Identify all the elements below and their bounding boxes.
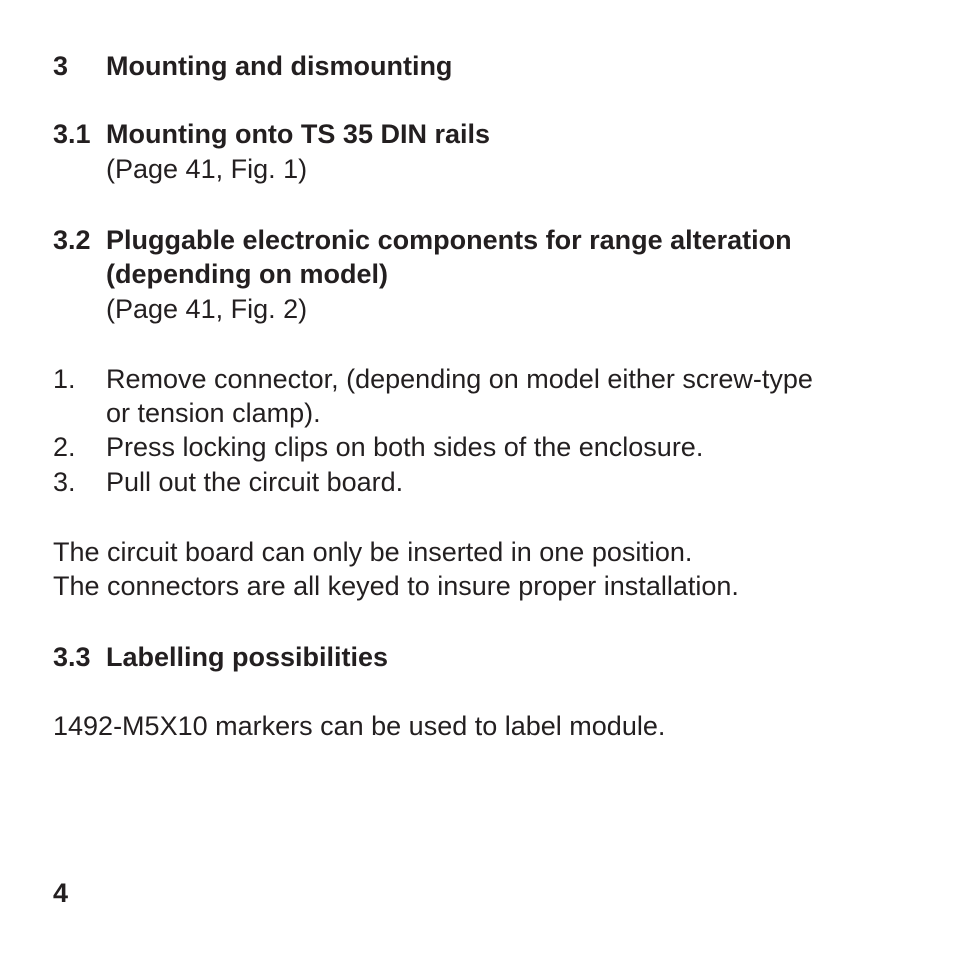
section-number: 3.2 [53,225,91,255]
section-3-2-heading [53,223,792,257]
list-item-number: 3. [53,467,76,497]
note-line-2: The connectors are all keyed to insure proper installation. [53,571,739,601]
list-item-number: 2. [53,432,76,462]
list-item [53,430,703,464]
labelling-paragraph: 1492-M5X10 markers can be used to label module. [53,711,666,741]
list-item-text: Pull out the circuit board. [106,467,404,497]
section-3-heading [53,49,452,83]
section-3-1-heading [53,117,490,151]
list-item-text: Press locking clips on both sides of the enclosure. [106,432,704,462]
section-3-1-figure-ref: (Page 41, Fig. 1) [106,154,308,184]
list-item [53,362,813,396]
section-number: 3.1 [53,119,91,149]
section-number: 3 [53,51,69,81]
section-title: Labelling possibilities [106,642,389,672]
section-3-3-heading [53,640,388,674]
section-title: Mounting onto TS 35 DIN rails [106,119,490,149]
section-title: Mounting and dismounting [106,51,453,81]
section-title-line-1: Pluggable electronic components for range alteration [106,225,792,255]
page-number: 4 [53,878,69,908]
list-item-continuation: or tension clamp). [106,398,321,428]
section-number: 3.3 [53,642,91,672]
list-item-number: 1. [53,364,76,394]
list-item-text: Remove connector, (depending on model either screw-type [106,364,813,394]
note-line-1: The circuit board can only be inserted in one position. [53,537,693,567]
section-3-2-figure-ref: (Page 41, Fig. 2) [106,294,308,324]
list-item [53,465,403,499]
section-3-2-title-line-2: (depending on model) [106,259,388,289]
